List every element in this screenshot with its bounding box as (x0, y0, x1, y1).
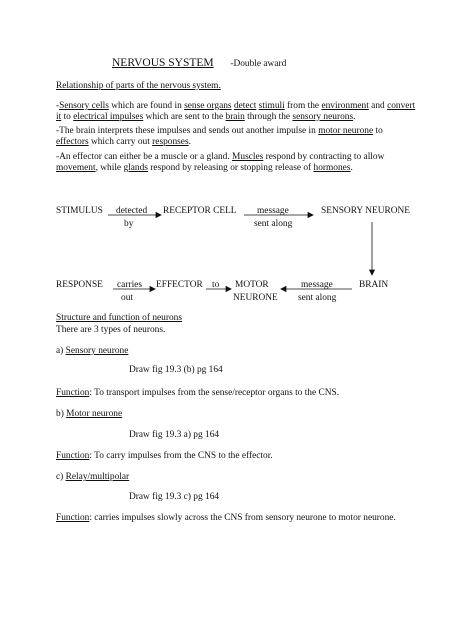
text-run: to (61, 112, 74, 122)
underlined-term: detect (233, 101, 257, 111)
underlined-term: stimuli (258, 101, 285, 111)
arrowhead-stimulus-receptor (156, 213, 161, 218)
text-run: . (350, 163, 353, 173)
page-subtitle: -Double award (230, 59, 287, 69)
text-run: -An effector can either be a muscle or a gland. (56, 152, 233, 162)
underlined-term: effectors (56, 137, 89, 147)
underlined-term: glands (123, 163, 148, 173)
underlined-term: motor neurone (318, 126, 374, 136)
underlined-term: electrical impulses (73, 112, 144, 122)
neuron-type-b: b) Motor neurone (56, 409, 123, 419)
neuron-type-c: c) Relay/multipolar (56, 472, 130, 482)
function-c: Function: carries impulses slowly across the CNS from sensory neurone to motor neurone. (56, 513, 396, 523)
underlined-term: sensory neurons (292, 112, 354, 122)
text-run: respond by releasing or stopping release of (147, 163, 314, 173)
draw-instruction-c: Draw fig 19.3 c) pg 164 (129, 492, 220, 502)
text-run: through the (244, 112, 293, 122)
text-run: to (373, 126, 383, 136)
underlined-term: environment (321, 101, 369, 111)
underlined-term: convert it (56, 101, 416, 122)
underlined-term: movement (56, 163, 96, 173)
section-heading-relationship: Relationship of parts of the nervous system. (56, 81, 221, 91)
text-run: - (56, 101, 60, 111)
underlined-term: responses (152, 137, 189, 147)
text-run: respond by contracting to allow (263, 152, 385, 162)
flow-brain: BRAIN (359, 280, 389, 290)
flow-motor: MOTOR (235, 280, 269, 290)
underlined-term: brain (225, 112, 245, 122)
function-b: Function: To carry impulses from the CNS to the effector. (56, 451, 273, 461)
flow-sent-along-2: sent along (298, 293, 337, 303)
text-run: -The brain interprets these impulses and sends out another impulse in (56, 126, 319, 136)
flow-sensory-neurone: SENSORY NEURONE (321, 206, 410, 216)
text-run: , while (95, 163, 124, 173)
text-run: which are sent to the (143, 112, 226, 122)
underlined-term: sense organs (184, 101, 232, 111)
text-run: from the (284, 101, 322, 111)
flow-effector: EFFECTOR (156, 280, 203, 290)
flow-out: out (121, 293, 133, 303)
arrowhead-brain-motor (281, 287, 286, 292)
arrowhead-effector-response (150, 287, 155, 292)
flow-neurone: NEURONE (233, 293, 278, 303)
flow-message-2: message (301, 280, 333, 290)
neuron-type-b-label: Motor neurone (66, 409, 123, 419)
text-run: which are found in (108, 101, 185, 111)
text-run: . (188, 137, 191, 147)
flow-carries: carries (117, 280, 142, 290)
arrowhead-sensory-brain (370, 270, 375, 275)
draw-instruction-b: Draw fig 19.3 a) pg 164 (129, 430, 220, 440)
flow-message-1: message (257, 206, 289, 216)
section-heading-structure: Structure and function of neurons (56, 313, 183, 323)
page-title: NERVOUS SYSTEM (112, 57, 214, 69)
flow-response: RESPONSE (56, 280, 103, 290)
flow-stimulus: STIMULUS (56, 206, 103, 216)
underlined-term: Sensory cells (59, 101, 109, 111)
neuron-type-a-label: Sensory neurone (65, 346, 129, 356)
underlined-term: Muscles (232, 152, 264, 162)
arrowhead-receptor-sensory (308, 213, 313, 218)
flow-by: by (124, 219, 134, 229)
text-run: which carry out (88, 137, 153, 147)
function-a: Function: To transport impulses from the sense/receptor organs to the CNS. (56, 388, 340, 398)
draw-instruction-a: Draw fig 19.3 (b) pg 164 (129, 365, 223, 375)
flow-sent-along-1: sent along (254, 219, 293, 229)
text-run: . (353, 112, 356, 122)
flow-detected: detected (116, 206, 148, 216)
arrowhead-motor-effector (226, 287, 231, 292)
underlined-term: hormones (313, 163, 351, 173)
neuron-type-c-label: Relay/multipolar (65, 472, 130, 482)
section-intro: There are 3 types of neurons. (56, 325, 166, 335)
neuron-type-a: a) Sensory neurone (56, 346, 129, 356)
flow-to: to (212, 280, 220, 290)
text-run: and (368, 101, 388, 111)
flow-receptor-cell: RECEPTOR CELL (163, 206, 237, 216)
